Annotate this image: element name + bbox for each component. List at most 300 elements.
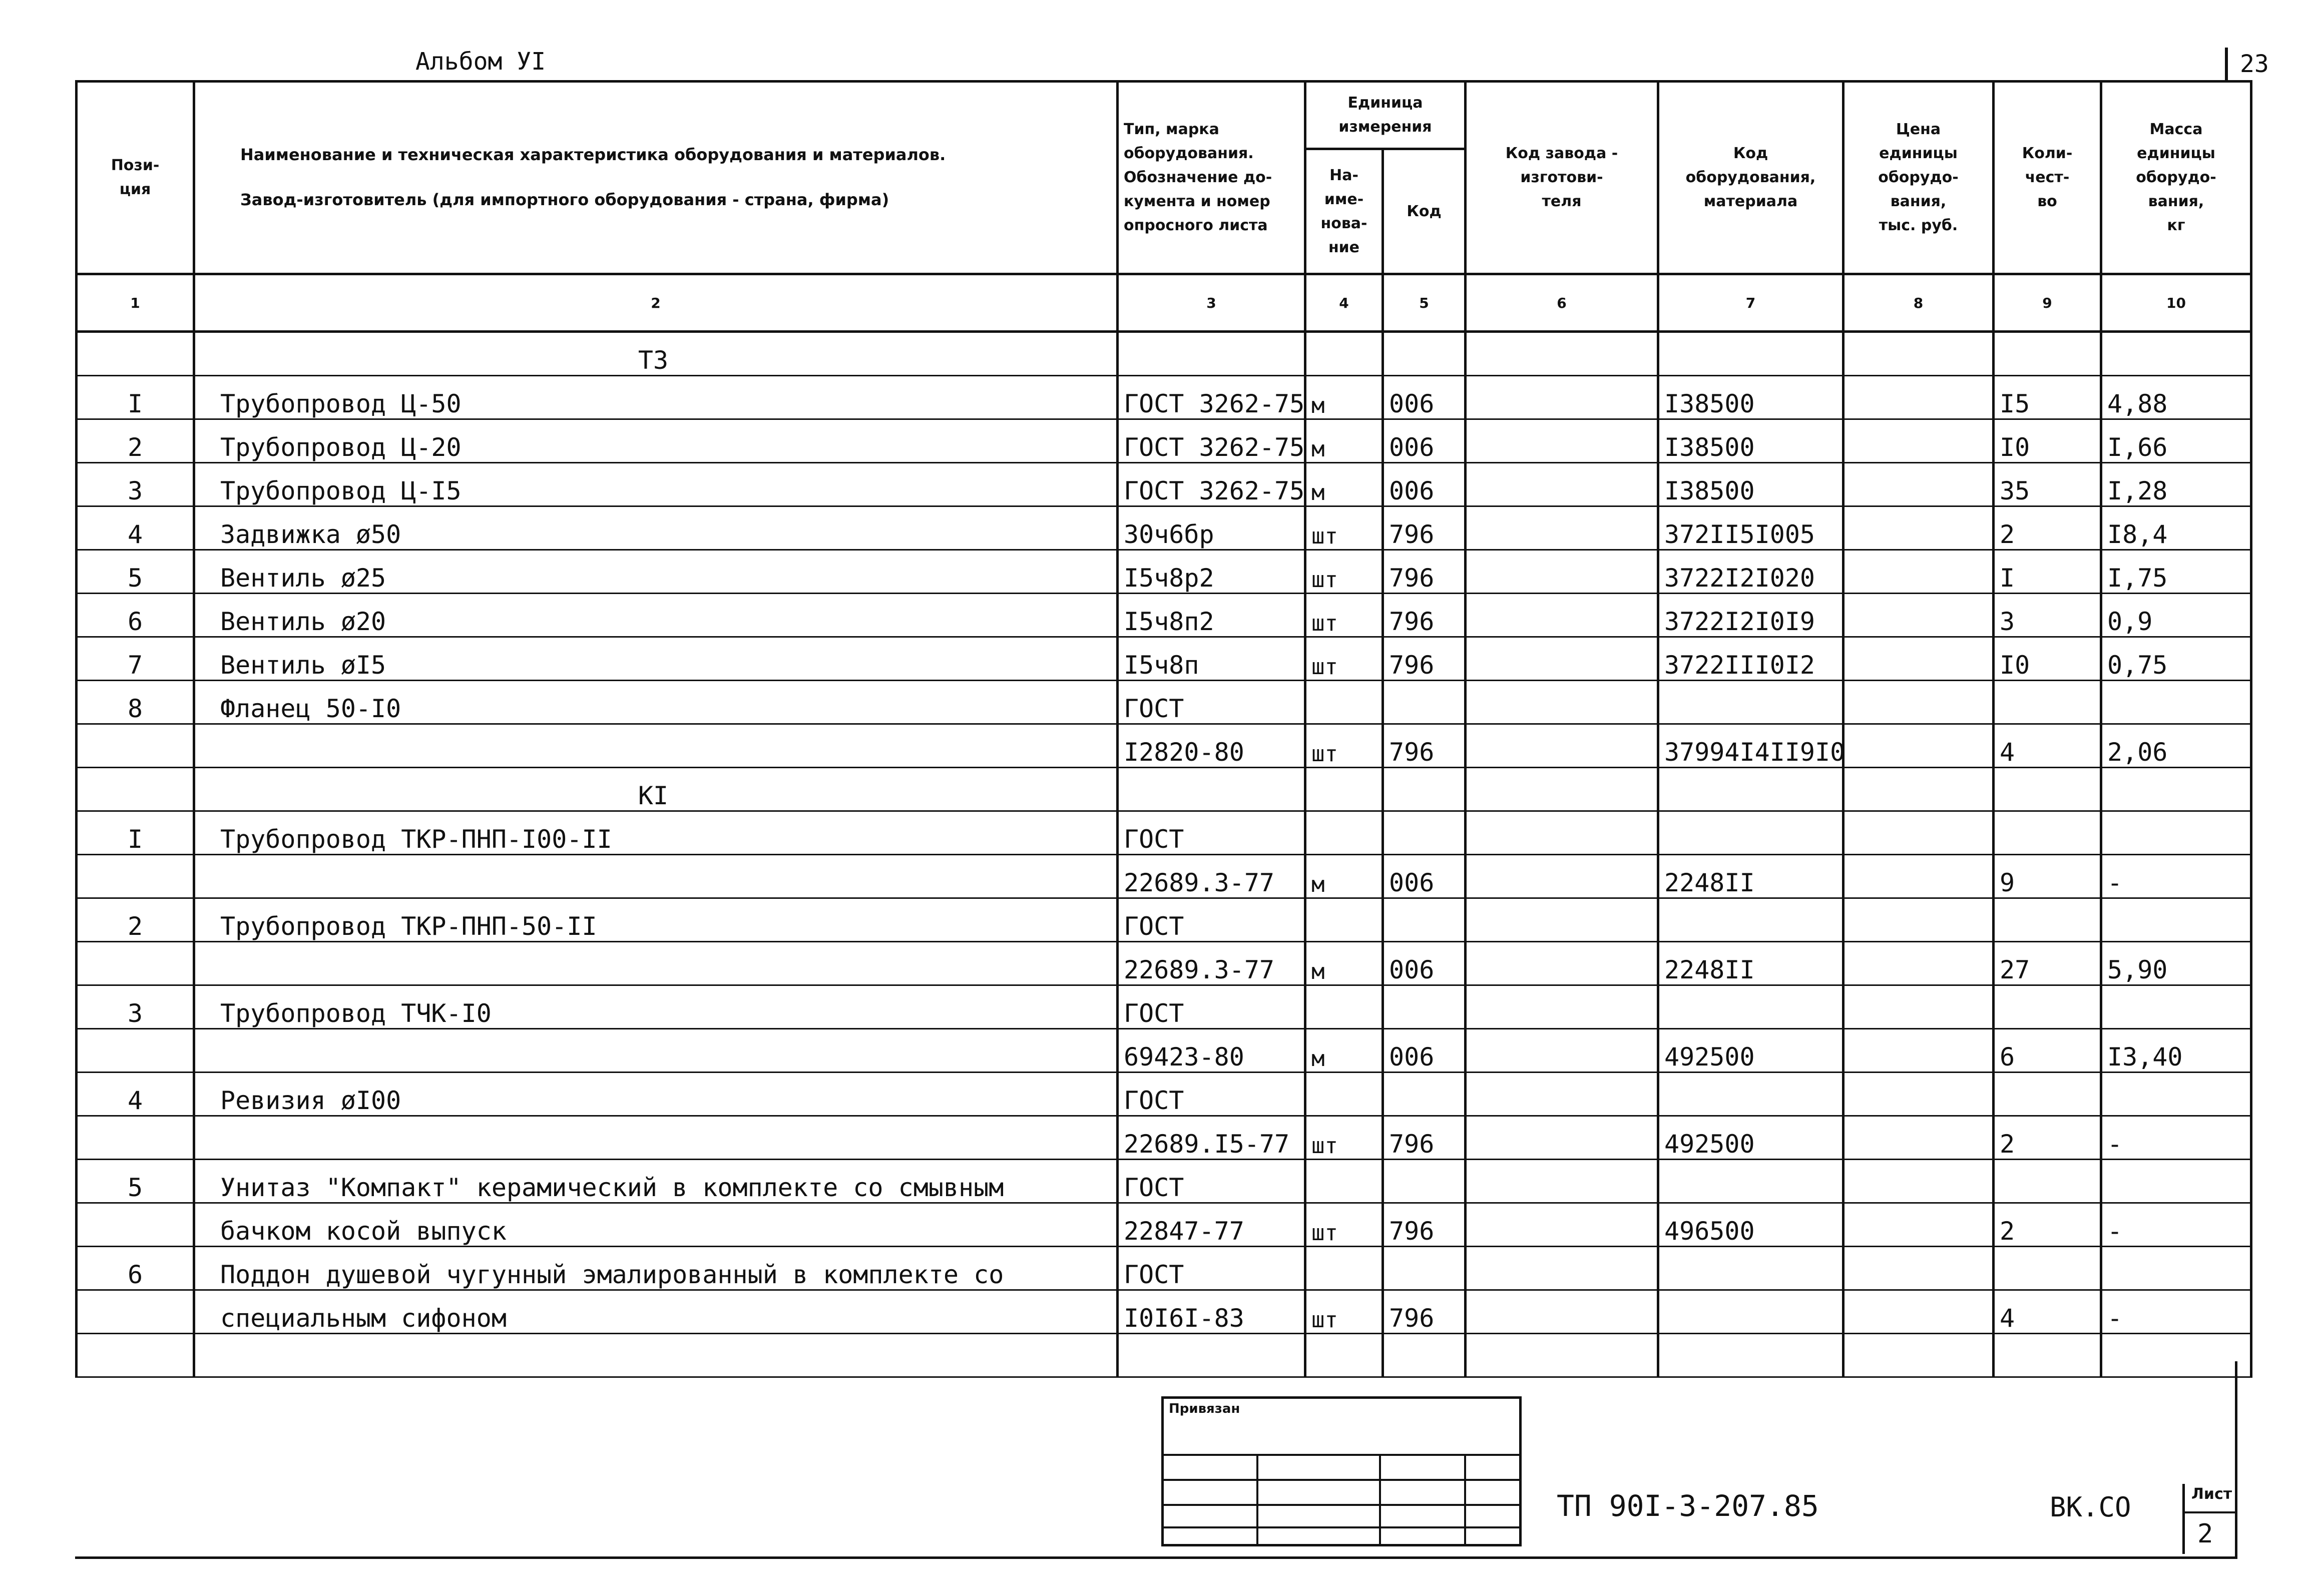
- cell-document: ГОСТ: [1118, 1247, 1305, 1290]
- cell-mass: 2,06: [2101, 724, 2251, 768]
- section-title: Т3: [194, 332, 1118, 376]
- cell-unit: шт: [1305, 637, 1383, 681]
- cell-document: ГОСТ 3262-75: [1118, 376, 1305, 419]
- cell-position: [77, 942, 194, 985]
- cell-quantity: [1994, 985, 2101, 1029]
- cell-name: [194, 1334, 1118, 1377]
- col-number: 3: [1118, 274, 1305, 332]
- cell-unit-code: 796: [1383, 637, 1466, 681]
- col-number: 2: [194, 274, 1118, 332]
- table-row: [77, 550, 2251, 594]
- cell-unit-code: 796: [1383, 1203, 1466, 1247]
- cell-name: Вентиль ø25: [194, 550, 1118, 594]
- cell-equipment-code: [1658, 1160, 1843, 1203]
- cell-unit: шт: [1305, 1116, 1383, 1160]
- cell-unit-code: 796: [1383, 594, 1466, 637]
- col-number: 4: [1305, 274, 1383, 332]
- table-row: [77, 463, 2251, 506]
- cell-unit: м: [1305, 376, 1383, 419]
- cell-price: [1843, 463, 1994, 506]
- cell-document: ГОСТ: [1118, 681, 1305, 724]
- cell-equipment-code: [1658, 1247, 1843, 1290]
- cell-document: I5ч8р2: [1118, 550, 1305, 594]
- cell-maker-code: [1466, 594, 1658, 637]
- cell-price: [1843, 1160, 1994, 1203]
- cell-quantity: [1994, 1073, 2101, 1116]
- cell-equipment-code: I38500: [1658, 419, 1843, 463]
- table-row: [77, 1073, 2251, 1116]
- cell-price: [1843, 550, 1994, 594]
- cell-unit-code: [1383, 681, 1466, 724]
- cell-quantity: 2: [1994, 1203, 2101, 1247]
- col-header-unit-name: На- име- нова- ние: [1305, 149, 1383, 274]
- cell-quantity: [1994, 1334, 2101, 1377]
- cell-position: 4: [77, 1073, 194, 1116]
- cell-name: Унитаз "Компакт" керамический в комплекте со смывным: [194, 1160, 1118, 1203]
- cell-maker-code: [1466, 1247, 1658, 1290]
- cell-name: Трубопровод Ц-I5: [194, 463, 1118, 506]
- cell-name: бачком косой выпуск: [194, 1203, 1118, 1247]
- cell-unit-code: 006: [1383, 463, 1466, 506]
- empty-cell: [1843, 332, 1994, 376]
- document-suffix: ВК.СО: [2050, 1491, 2131, 1523]
- table-row: [77, 419, 2251, 463]
- cell-name: [194, 724, 1118, 768]
- cell-equipment-code: I38500: [1658, 463, 1843, 506]
- cell-unit: шт: [1305, 1290, 1383, 1334]
- column-number-row: [77, 274, 2251, 332]
- cell-maker-code: [1466, 681, 1658, 724]
- cell-quantity: [1994, 1160, 2101, 1203]
- col-header-unit: Единица измерения: [1305, 82, 1466, 149]
- col-number: 7: [1658, 274, 1843, 332]
- album-label: Альбом УI: [415, 48, 546, 76]
- cell-document: 22689.3-77: [1118, 855, 1305, 898]
- cell-document: 22847-77: [1118, 1203, 1305, 1247]
- cell-unit-code: 006: [1383, 419, 1466, 463]
- cell-unit: [1305, 681, 1383, 724]
- cell-unit: шт: [1305, 550, 1383, 594]
- cell-mass: I,28: [2101, 463, 2251, 506]
- cell-equipment-code: 372II5I005: [1658, 506, 1843, 550]
- cell-unit-code: 006: [1383, 855, 1466, 898]
- cell-document: I0I6I-83: [1118, 1290, 1305, 1334]
- cell-document: ГОСТ: [1118, 1160, 1305, 1203]
- empty-cell: [1383, 332, 1466, 376]
- empty-cell: [1843, 768, 1994, 811]
- title-block-stamp: [1161, 1396, 1522, 1546]
- cell-name: специальным сифоном: [194, 1290, 1118, 1334]
- cell-equipment-code: 2248II: [1658, 855, 1843, 898]
- cell-unit: шт: [1305, 1203, 1383, 1247]
- cell-equipment-code: [1658, 898, 1843, 942]
- cell-price: [1843, 942, 1994, 985]
- cell-maker-code: [1466, 550, 1658, 594]
- table-row: [77, 681, 2251, 724]
- cell-price: [1843, 1073, 1994, 1116]
- cell-mass: 0,9: [2101, 594, 2251, 637]
- cell-maker-code: [1466, 1073, 1658, 1116]
- cell-unit-code: 796: [1383, 1290, 1466, 1334]
- col-header-name: Наименование и техническая характеристика оборудования и материалов. Завод-изготовитель (для импортного оборудования - страна, фирма): [194, 82, 1118, 274]
- cell-unit: [1305, 898, 1383, 942]
- cell-name: Трубопровод Ц-50: [194, 376, 1118, 419]
- cell-mass: [2101, 1334, 2251, 1377]
- cell-price: [1843, 506, 1994, 550]
- cell-unit-code: [1383, 1334, 1466, 1377]
- cell-equipment-code: 3722III0I2: [1658, 637, 1843, 681]
- cell-mass: I8,4: [2101, 506, 2251, 550]
- cell-document: I5ч8п2: [1118, 594, 1305, 637]
- cell-unit-code: [1383, 898, 1466, 942]
- cell-quantity: [1994, 1247, 2101, 1290]
- cell-unit: м: [1305, 463, 1383, 506]
- cell-mass: I,75: [2101, 550, 2251, 594]
- table-row: [77, 1029, 2251, 1073]
- cell-maker-code: [1466, 1334, 1658, 1377]
- table-row: [77, 985, 2251, 1029]
- cell-document: I2820-80: [1118, 724, 1305, 768]
- cell-name: Ревизия øI00: [194, 1073, 1118, 1116]
- table-row: [77, 637, 2251, 681]
- cell-price: [1843, 594, 1994, 637]
- cell-name: Вентиль ø20: [194, 594, 1118, 637]
- cell-mass: -: [2101, 1116, 2251, 1160]
- cell-mass: [2101, 985, 2251, 1029]
- empty-cell: [1466, 768, 1658, 811]
- cell-position: [77, 1203, 194, 1247]
- cell-price: [1843, 985, 1994, 1029]
- cell-unit-code: [1383, 1247, 1466, 1290]
- cell-equipment-code: 3722I2I020: [1658, 550, 1843, 594]
- cell-price: [1843, 724, 1994, 768]
- cell-price: [1843, 1029, 1994, 1073]
- cell-quantity: 2: [1994, 1116, 2101, 1160]
- cell-position: 7: [77, 637, 194, 681]
- cell-maker-code: [1466, 1116, 1658, 1160]
- col-header-position: Пози- ция: [77, 82, 194, 274]
- cell-equipment-code: 496500: [1658, 1203, 1843, 1247]
- cell-unit: [1305, 811, 1383, 855]
- cell-unit: шт: [1305, 724, 1383, 768]
- cell-equipment-code: 37994I4II9I0: [1658, 724, 1843, 768]
- cell-unit-code: [1383, 1160, 1466, 1203]
- stamp-line: [1379, 1454, 1381, 1544]
- cell-maker-code: [1466, 898, 1658, 942]
- cell-maker-code: [1466, 942, 1658, 985]
- col-number: 5: [1383, 274, 1466, 332]
- cell-price: [1843, 1334, 1994, 1377]
- cell-maker-code: [1466, 463, 1658, 506]
- cell-unit-code: 006: [1383, 1029, 1466, 1073]
- cell-quantity: 2: [1994, 506, 2101, 550]
- cell-document: I5ч8п: [1118, 637, 1305, 681]
- cell-maker-code: [1466, 1160, 1658, 1203]
- cell-price: [1843, 1247, 1994, 1290]
- stamp-line: [1464, 1454, 1466, 1544]
- empty-cell: [77, 332, 194, 376]
- cell-maker-code: [1466, 637, 1658, 681]
- cell-mass: 5,90: [2101, 942, 2251, 985]
- cell-equipment-code: 492500: [1658, 1116, 1843, 1160]
- cell-document: ГОСТ: [1118, 985, 1305, 1029]
- col-header-quantity: Коли- чест- во: [1994, 82, 2101, 274]
- cell-quantity: 4: [1994, 724, 2101, 768]
- cell-document: 22689.I5-77: [1118, 1116, 1305, 1160]
- cell-equipment-code: [1658, 1073, 1843, 1116]
- cell-unit: [1305, 985, 1383, 1029]
- table-row: [77, 1116, 2251, 1160]
- table-row: [77, 1290, 2251, 1334]
- cell-mass: [2101, 811, 2251, 855]
- cell-name: Трубопровод Ц-20: [194, 419, 1118, 463]
- table-row: [77, 594, 2251, 637]
- cell-position: 2: [77, 419, 194, 463]
- cell-unit-code: [1383, 1073, 1466, 1116]
- cell-quantity: I: [1994, 550, 2101, 594]
- cell-position: 3: [77, 463, 194, 506]
- empty-cell: [1305, 768, 1383, 811]
- empty-cell: [2101, 332, 2251, 376]
- cell-position: [77, 1334, 194, 1377]
- cell-price: [1843, 1116, 1994, 1160]
- cell-position: 5: [77, 1160, 194, 1203]
- cell-unit: шт: [1305, 506, 1383, 550]
- cell-name: [194, 855, 1118, 898]
- cell-equipment-code: 492500: [1658, 1029, 1843, 1073]
- sheet-number: 2: [2197, 1519, 2213, 1549]
- cell-quantity: 3: [1994, 594, 2101, 637]
- empty-cell: [1383, 768, 1466, 811]
- cell-unit: [1305, 1073, 1383, 1116]
- specification-table: [75, 80, 2252, 1378]
- cell-unit-code: 796: [1383, 506, 1466, 550]
- cell-mass: I,66: [2101, 419, 2251, 463]
- col-number: 9: [1994, 274, 2101, 332]
- cell-mass: [2101, 1160, 2251, 1203]
- cell-unit: м: [1305, 942, 1383, 985]
- cell-maker-code: [1466, 724, 1658, 768]
- table-row: [77, 376, 2251, 419]
- table-row: [77, 506, 2251, 550]
- cell-unit: м: [1305, 1029, 1383, 1073]
- cell-mass: [2101, 681, 2251, 724]
- cell-position: I: [77, 811, 194, 855]
- cell-document: 22689.3-77: [1118, 942, 1305, 985]
- right-border: [2235, 1361, 2237, 1556]
- page-number: 23: [2240, 50, 2269, 78]
- cell-unit: [1305, 1160, 1383, 1203]
- cell-quantity: 6: [1994, 1029, 2101, 1073]
- cell-equipment-code: [1658, 681, 1843, 724]
- cell-document: [1118, 1334, 1305, 1377]
- cell-equipment-code: [1658, 1334, 1843, 1377]
- section-row: [77, 332, 2251, 376]
- cell-quantity: I0: [1994, 419, 2101, 463]
- cell-unit-code: 006: [1383, 942, 1466, 985]
- col-header-mass: Масса единицы оборудо- вания, кг: [2101, 82, 2251, 274]
- cell-quantity: I0: [1994, 637, 2101, 681]
- sheet-divider: [2182, 1511, 2237, 1513]
- cell-mass: -: [2101, 1290, 2251, 1334]
- col-header-type: Тип, марка оборудования. Обозначение до- кумента и номер опросного листа: [1118, 82, 1305, 274]
- cell-position: [77, 724, 194, 768]
- cell-position: [77, 855, 194, 898]
- cell-name: Трубопровод ТЧК-I0: [194, 985, 1118, 1029]
- cell-position: 6: [77, 1247, 194, 1290]
- cell-unit-code: 796: [1383, 1116, 1466, 1160]
- cell-maker-code: [1466, 376, 1658, 419]
- cell-position: 6: [77, 594, 194, 637]
- cell-unit-code: 006: [1383, 376, 1466, 419]
- cell-document: 69423-80: [1118, 1029, 1305, 1073]
- cell-quantity: 9: [1994, 855, 2101, 898]
- empty-cell: [1658, 332, 1843, 376]
- col-number: 8: [1843, 274, 1994, 332]
- cell-document: 30ч6бр: [1118, 506, 1305, 550]
- cell-equipment-code: 3722I2I0I9: [1658, 594, 1843, 637]
- cell-maker-code: [1466, 506, 1658, 550]
- cell-mass: -: [2101, 855, 2251, 898]
- table-row: [77, 1334, 2251, 1377]
- cell-mass: [2101, 898, 2251, 942]
- cell-mass: I3,40: [2101, 1029, 2251, 1073]
- cell-unit: [1305, 1334, 1383, 1377]
- cell-price: [1843, 855, 1994, 898]
- cell-price: [1843, 811, 1994, 855]
- cell-quantity: 35: [1994, 463, 2101, 506]
- cell-unit-code: [1383, 811, 1466, 855]
- cell-equipment-code: 2248II: [1658, 942, 1843, 985]
- empty-cell: [1305, 332, 1383, 376]
- cell-name: [194, 942, 1118, 985]
- cell-quantity: [1994, 898, 2101, 942]
- cell-name: Трубопровод ТКР-ПНП-50-II: [194, 898, 1118, 942]
- cell-position: 3: [77, 985, 194, 1029]
- cell-maker-code: [1466, 985, 1658, 1029]
- cell-equipment-code: I38500: [1658, 376, 1843, 419]
- cell-price: [1843, 1203, 1994, 1247]
- col-header-unit-code: Код: [1383, 149, 1466, 274]
- cell-position: I: [77, 376, 194, 419]
- section-title: КI: [194, 768, 1118, 811]
- cell-equipment-code: [1658, 811, 1843, 855]
- header-row: [77, 82, 2251, 149]
- cell-equipment-code: [1658, 985, 1843, 1029]
- table-row: [77, 724, 2251, 768]
- table-row: [77, 898, 2251, 942]
- cell-quantity: [1994, 811, 2101, 855]
- empty-cell: [1118, 332, 1305, 376]
- cell-document: ГОСТ: [1118, 898, 1305, 942]
- cell-mass: [2101, 1247, 2251, 1290]
- cell-unit-code: 796: [1383, 724, 1466, 768]
- col-number: 6: [1466, 274, 1658, 332]
- sheet-label: Лист: [2191, 1485, 2232, 1503]
- cell-mass: -: [2101, 1203, 2251, 1247]
- cell-price: [1843, 419, 1994, 463]
- cell-document: ГОСТ 3262-75: [1118, 419, 1305, 463]
- cell-price: [1843, 898, 1994, 942]
- page-divider: [2225, 48, 2228, 83]
- cell-price: [1843, 376, 1994, 419]
- cell-position: [77, 1290, 194, 1334]
- cell-position: 8: [77, 681, 194, 724]
- cell-document: ГОСТ 3262-75: [1118, 463, 1305, 506]
- empty-cell: [1118, 768, 1305, 811]
- cell-name: Фланец 50-I0: [194, 681, 1118, 724]
- cell-quantity: 4: [1994, 1290, 2101, 1334]
- cell-unit-code: 796: [1383, 550, 1466, 594]
- table-row: [77, 811, 2251, 855]
- cell-position: 4: [77, 506, 194, 550]
- cell-name: [194, 1029, 1118, 1073]
- cell-unit: шт: [1305, 594, 1383, 637]
- cell-quantity: 27: [1994, 942, 2101, 985]
- table-row: [77, 1160, 2251, 1203]
- empty-cell: [1466, 332, 1658, 376]
- cell-mass: 4,88: [2101, 376, 2251, 419]
- cell-name: [194, 1116, 1118, 1160]
- col-header-maker-code: Код завода - изготови- теля: [1466, 82, 1658, 274]
- cell-unit: [1305, 1247, 1383, 1290]
- bottom-border: [75, 1556, 2237, 1559]
- cell-maker-code: [1466, 811, 1658, 855]
- table-row: [77, 1247, 2251, 1290]
- cell-unit-code: [1383, 985, 1466, 1029]
- section-row: [77, 768, 2251, 811]
- cell-maker-code: [1466, 1029, 1658, 1073]
- empty-cell: [77, 768, 194, 811]
- bound-label: Привязан: [1169, 1401, 1240, 1416]
- cell-mass: [2101, 1073, 2251, 1116]
- cell-document: ГОСТ: [1118, 1073, 1305, 1116]
- cell-document: ГОСТ: [1118, 811, 1305, 855]
- cell-position: 2: [77, 898, 194, 942]
- cell-position: 5: [77, 550, 194, 594]
- empty-cell: [2101, 768, 2251, 811]
- cell-maker-code: [1466, 1290, 1658, 1334]
- cell-maker-code: [1466, 855, 1658, 898]
- cell-mass: 0,75: [2101, 637, 2251, 681]
- cell-maker-code: [1466, 1203, 1658, 1247]
- col-number: 10: [2101, 274, 2251, 332]
- table-row: [77, 942, 2251, 985]
- cell-price: [1843, 637, 1994, 681]
- cell-quantity: [1994, 681, 2101, 724]
- col-header-price: Цена единицы оборудо- вания, тыс. руб.: [1843, 82, 1994, 274]
- cell-position: [77, 1029, 194, 1073]
- document-code: ТП 90I-3-207.85: [1557, 1489, 1819, 1523]
- empty-cell: [1994, 768, 2101, 811]
- cell-price: [1843, 1290, 1994, 1334]
- cell-name: Поддон душевой чугунный эмалированный в комплекте со: [194, 1247, 1118, 1290]
- cell-price: [1843, 681, 1994, 724]
- cell-name: Вентиль øI5: [194, 637, 1118, 681]
- cell-equipment-code: [1658, 1290, 1843, 1334]
- cell-name: Трубопровод ТКР-ПНП-I00-II: [194, 811, 1118, 855]
- cell-quantity: I5: [1994, 376, 2101, 419]
- col-number: 1: [77, 274, 194, 332]
- empty-cell: [1994, 332, 2101, 376]
- cell-unit: м: [1305, 855, 1383, 898]
- cell-position: [77, 1116, 194, 1160]
- table-row: [77, 1203, 2251, 1247]
- cell-maker-code: [1466, 419, 1658, 463]
- cell-name: Задвижка ø50: [194, 506, 1118, 550]
- table-row: [77, 855, 2251, 898]
- stamp-line: [1256, 1454, 1258, 1544]
